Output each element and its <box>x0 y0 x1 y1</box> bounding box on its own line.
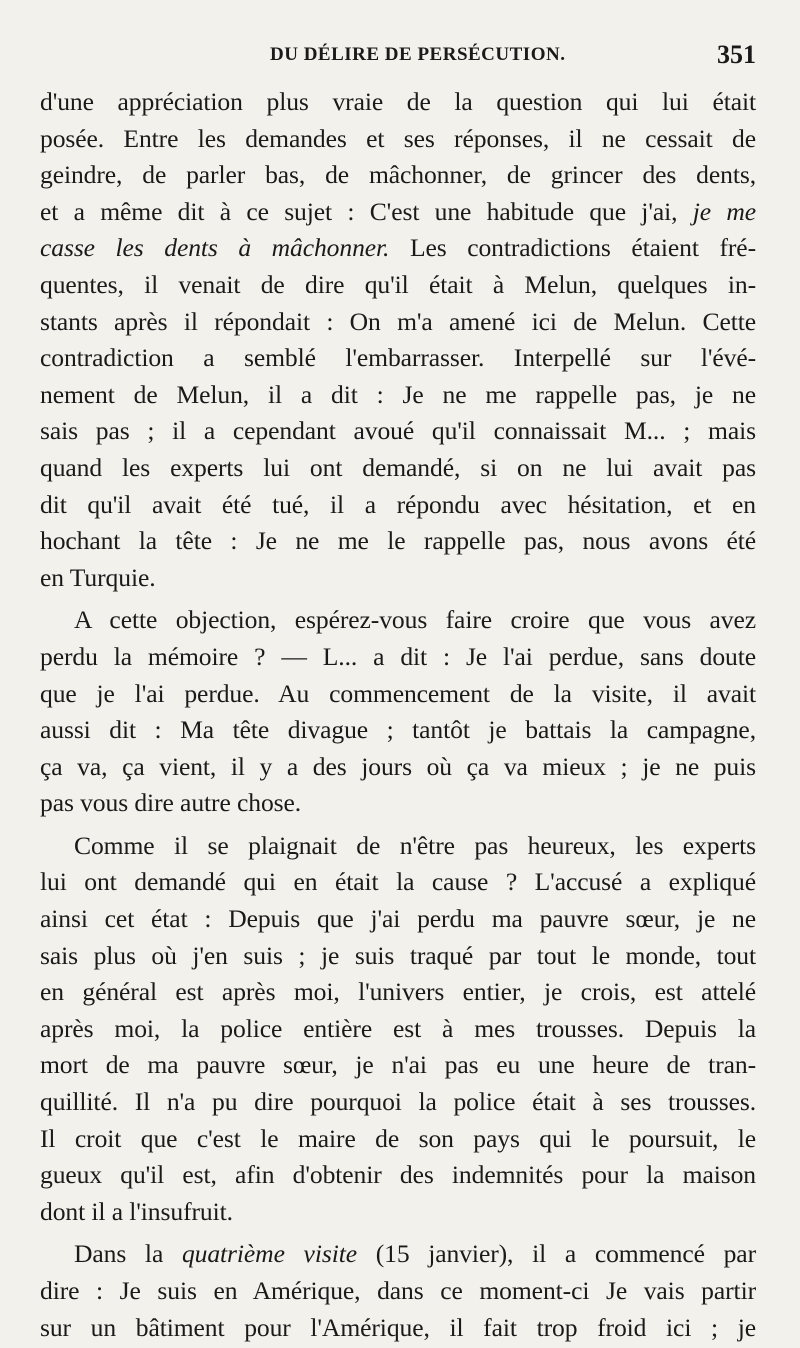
text-line: ainsi cet état : Depuis que j'ai perdu ma pauvre sœur, je ne <box>40 904 756 934</box>
paragraph <box>40 828 756 1231</box>
text-line: posée. Entre les demandes et ses réponses, il ne cessait de <box>40 123 756 153</box>
text-line: pas vous dire autre chose. <box>40 788 302 818</box>
text-line: dit qu'il avait été tué, il a répondu avec hésitation, et en <box>40 489 756 519</box>
paragraph <box>40 84 756 596</box>
text-line: quentes, il venait de dire qu'il était à Melun, quelques in- <box>40 269 756 299</box>
text-line: contradiction a semblé l'embarrasser. Interpellé sur l'évé- <box>40 343 756 373</box>
text-line: en Turquie. <box>40 562 156 592</box>
text-line: Comme il se plaignait de n'être pas heureux, les experts <box>74 830 756 860</box>
text-line: hochant la tête : Je ne me le rappelle pas, nous avons été <box>40 526 756 556</box>
text-line: en général est après moi, l'univers entier, je crois, est attelé <box>40 977 756 1007</box>
paragraph <box>40 602 756 822</box>
text-line: quillité. Il n'a pu dire pourquoi la police était à ses trousses. <box>40 1087 756 1117</box>
running-title: DU DÉLIRE DE PERSÉCUTION. <box>270 44 566 65</box>
paragraph <box>40 1236 756 1346</box>
text-line: sais pas ; il a cependant avoué qu'il connaissait M... ; mais <box>40 416 756 446</box>
text-line: sais plus où j'en suis ; je suis traqué par tout le monde, tout <box>40 940 756 970</box>
text-line: Dans la quatrième visite (15 janvier), il a commencé par <box>74 1239 756 1269</box>
text-line: d'une appréciation plus vraie de la question qui lui était <box>40 87 756 116</box>
text-line: mort de ma pauvre sœur, je n'ai pas eu une heure de tran- <box>40 1050 756 1080</box>
text-line: aussi dit : Ma tête divague ; tantôt je battais la campagne, <box>40 715 756 745</box>
text-line: geindre, de parler bas, de mâchonner, de grincer des dents, <box>40 160 756 190</box>
text-line: dire : Je suis en Amérique, dans ce moment-ci Je vais partir <box>40 1276 756 1305</box>
running-head <box>40 36 756 84</box>
page-number: 351 <box>717 40 756 69</box>
text-line: casse les dents à mâchonner. Les contradictions étaient fré- <box>40 233 756 263</box>
text-line: Il croit que c'est le maire de son pays qui le poursuit, le <box>40 1123 756 1153</box>
text-line: que je l'ai perdue. Au commencement de la visite, il avait <box>40 678 756 708</box>
text-line: A cette objection, espérez-vous faire croire que vous avez <box>74 605 756 635</box>
text-line: après moi, la police entière est à mes trousses. Depuis la <box>40 1013 756 1043</box>
text-line: ça va, ça vient, il y a des jours où ça va mieux ; je ne puis <box>40 751 756 781</box>
text-line: sur un bâtiment pour l'Amérique, il fait trop froid ici ; je <box>40 1312 756 1342</box>
text-line: gueux qu'il est, afin d'obtenir des indemnités pour la maison <box>40 1160 756 1190</box>
text-line: lui ont demandé qui en était la cause ? L'accusé a expliqué <box>40 867 756 897</box>
body-text <box>40 84 756 1346</box>
text-line: et a même dit à ce sujet : C'est une habitude que j'ai, je me <box>40 196 757 226</box>
text-line: perdu la mémoire ? — L... a dit : Je l'ai perdue, sans doute <box>40 641 756 671</box>
text-line: stants après il répondait : On m'a amené ici de Melun. Cette <box>40 306 756 336</box>
text-line: quand les experts lui ont demandé, si on ne lui avait pas <box>40 452 756 482</box>
text-line: dont il a l'insufruit. <box>40 1196 233 1226</box>
text-line: nement de Melun, il a dit : Je ne me rappelle pas, je ne <box>40 379 756 409</box>
